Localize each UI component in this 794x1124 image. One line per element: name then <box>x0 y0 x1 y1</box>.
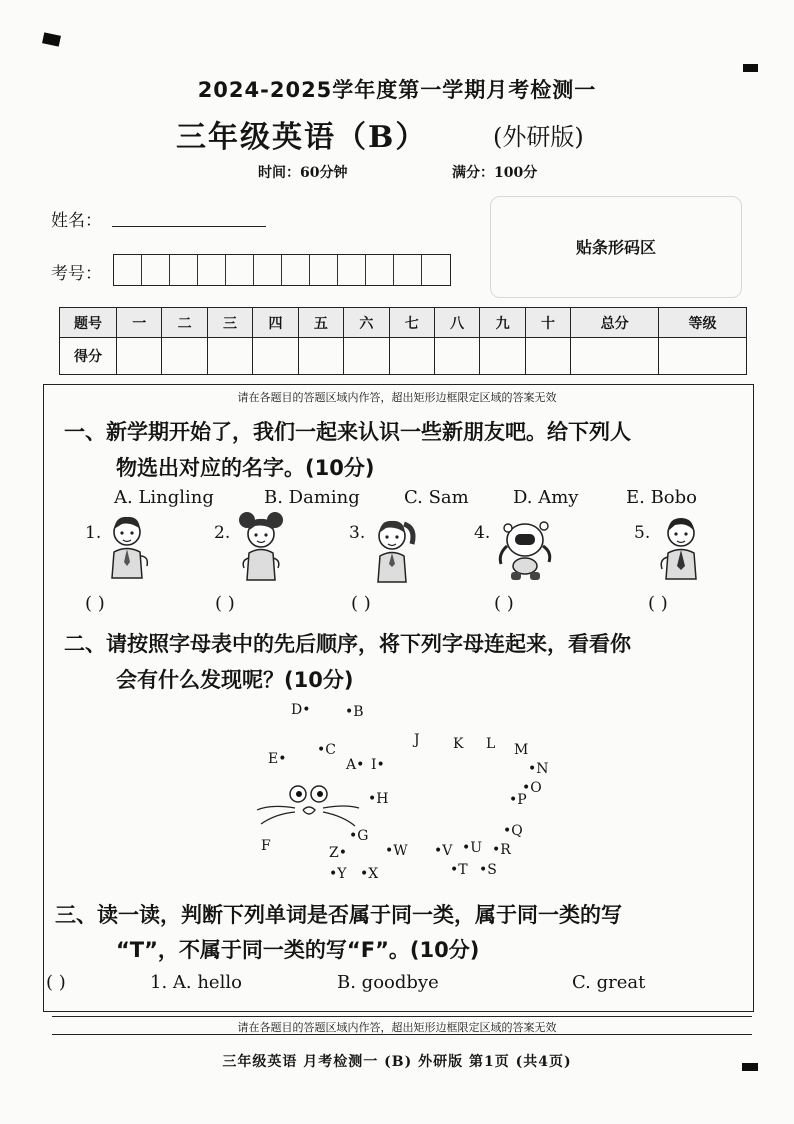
dot-letter-z: Z• <box>329 845 347 861</box>
q1-item-number: 3. <box>349 523 366 543</box>
score-cell[interactable] <box>253 338 298 375</box>
q1-answer-blank[interactable]: ( ) <box>648 593 668 614</box>
dot-letter-a: A• <box>346 757 365 773</box>
score-cell[interactable] <box>207 338 252 375</box>
score-col: 一 <box>117 308 162 338</box>
score-col-total: 总分 <box>571 308 659 338</box>
dot-letter-t: •T <box>450 862 468 878</box>
dot-letter-g: •G <box>349 828 369 844</box>
score-table-score-row <box>60 338 747 375</box>
q1-option-e: E. Bobo <box>626 487 698 508</box>
q1-item-number: 5. <box>634 523 651 543</box>
boy-tie-character-image <box>656 513 706 583</box>
score-col: 八 <box>434 308 479 338</box>
score-cell[interactable] <box>525 338 570 375</box>
q3-item-1-option-c: C. great <box>572 972 646 993</box>
score-cell[interactable] <box>117 338 162 375</box>
page-footer: 三年级英语 月考检测一 (B) 外研版 第1页 (共4页) <box>222 1054 572 1070</box>
robot-character-image <box>494 514 556 584</box>
score-col: 二 <box>162 308 207 338</box>
barcode-label: 贴条形码区 <box>575 238 656 257</box>
score-cell[interactable] <box>659 338 747 375</box>
q3-instruction-line2: “T”，不属于同一类的写“F”。(10分) <box>116 938 480 962</box>
dot-letter-y: •Y <box>329 866 347 882</box>
dot-letter-o: •O <box>522 780 542 796</box>
dot-letter-q: •Q <box>503 823 523 839</box>
dot-letter-p: •P <box>509 792 527 808</box>
divider-line <box>52 1016 752 1017</box>
dot-letter-k: K <box>453 736 464 752</box>
q1-answer-blank[interactable]: ( ) <box>215 593 235 614</box>
barcode-area <box>490 196 742 298</box>
dot-letter-i: I• <box>371 757 385 773</box>
registration-mark-top-left <box>42 32 61 46</box>
dot-letter-r: •R <box>492 842 511 858</box>
q1-item-number: 4. <box>474 523 491 543</box>
dot-letter-h: •H <box>368 791 389 807</box>
edition-label: (外研版) <box>493 123 584 151</box>
q1-instruction-line1: 一、新学期开始了，我们一起来认识一些新朋友吧。给下列人 <box>64 420 631 444</box>
score-table-header-row <box>60 308 747 338</box>
score-cell[interactable] <box>571 338 659 375</box>
registration-mark-top-right <box>743 64 758 72</box>
q1-answer-blank[interactable]: ( ) <box>494 593 514 614</box>
boy-character-image <box>102 512 152 582</box>
score-col: 四 <box>253 308 298 338</box>
score-cell[interactable] <box>298 338 343 375</box>
dot-letter-x: •X <box>360 866 379 882</box>
q1-instruction-line2: 物选出对应的名字。(10分) <box>116 456 375 480</box>
answer-area-notice-bottom: 请在各题目的答题区域内作答，超出矩形边框限定区域的答案无效 <box>237 1021 557 1034</box>
dot-letter-d: D• <box>291 702 311 718</box>
dot-letter-m: M <box>514 742 529 758</box>
q3-item-1-option-b: B. goodbye <box>337 972 439 993</box>
score-cell[interactable] <box>162 338 207 375</box>
q1-option-b: B. Daming <box>264 487 360 508</box>
score-col: 九 <box>480 308 525 338</box>
score-table <box>59 307 747 375</box>
q2-instruction-line1: 二、请按照字母表中的先后顺序，将下列字母连起来，看看你 <box>64 632 631 656</box>
q1-option-a: A. Lingling <box>114 487 214 508</box>
dot-letter-j: J <box>414 732 420 748</box>
score-col: 六 <box>344 308 389 338</box>
girl-ponytail-character-image <box>368 514 418 584</box>
score-cell[interactable] <box>480 338 525 375</box>
q2-instruction-line2: 会有什么发现呢？(10分) <box>116 668 354 692</box>
time-label: 时间：60分钟 <box>258 165 348 181</box>
dot-letter-b: •B <box>345 704 364 720</box>
score-row-label: 得分 <box>60 338 117 375</box>
exam-title: 2024-2025学年度第一学期月考检测一 <box>197 78 597 102</box>
q1-item-number: 2. <box>214 523 231 543</box>
score-col-grade: 等级 <box>659 308 747 338</box>
score-col: 五 <box>298 308 343 338</box>
name-label: 姓名： <box>51 211 102 231</box>
dot-letter-w: •W <box>385 843 408 859</box>
score-col: 七 <box>389 308 434 338</box>
girl-character-image <box>235 508 287 582</box>
dot-letter-v: •V <box>434 843 453 859</box>
score-col: 十 <box>525 308 570 338</box>
score-cell[interactable] <box>434 338 479 375</box>
answer-area-notice-top: 请在各题目的答题区域内作答，超出矩形边框限定区域的答案无效 <box>237 391 557 404</box>
q1-option-d: D. Amy <box>513 487 579 508</box>
full-score-label: 满分：100分 <box>452 165 538 181</box>
name-field[interactable] <box>112 226 266 227</box>
dot-letter-l: L <box>486 736 496 752</box>
dot-letter-e: E• <box>268 751 287 767</box>
dot-letter-c: •C <box>317 742 336 758</box>
exam-number-label: 考号： <box>51 264 102 284</box>
q3-answer-blank[interactable]: ( ) <box>46 972 66 993</box>
q1-item-number: 1. <box>85 523 102 543</box>
dot-letter-n: •N <box>528 761 549 777</box>
score-cell[interactable] <box>344 338 389 375</box>
q1-answer-blank[interactable]: ( ) <box>351 593 371 614</box>
dot-letter-f: F <box>261 838 271 854</box>
score-table-row-header: 题号 <box>60 308 117 338</box>
dot-letter-s: •S <box>479 862 497 878</box>
score-cell[interactable] <box>389 338 434 375</box>
exam-number-boxes[interactable] <box>113 254 451 286</box>
subject-title: 三年级英语（B） <box>176 120 428 155</box>
q1-answer-blank[interactable]: ( ) <box>85 593 105 614</box>
divider-line <box>52 1034 752 1035</box>
score-col: 三 <box>207 308 252 338</box>
q1-option-c: C. Sam <box>404 487 469 508</box>
q3-item-1-option-a: 1. A. hello <box>150 972 242 993</box>
dot-letter-u: •U <box>462 840 483 856</box>
q3-instruction-line1: 三、读一读，判断下列单词是否属于同一类，属于同一类的写 <box>55 903 622 927</box>
